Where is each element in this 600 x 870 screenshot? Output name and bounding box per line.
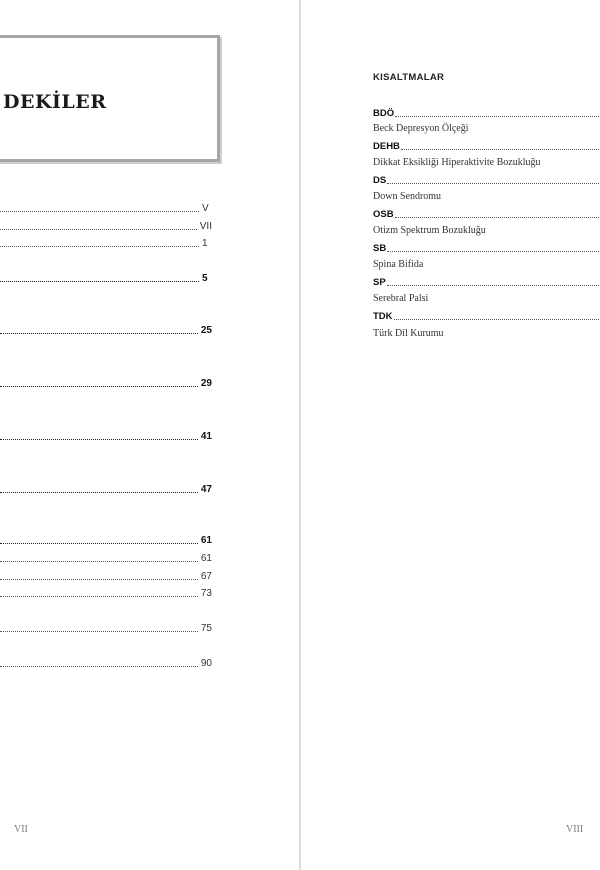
abbreviation-key: DEHB bbox=[373, 141, 600, 152]
toc-entry[interactable] bbox=[0, 202, 212, 214]
abbreviation-key: SB bbox=[373, 243, 600, 254]
abbreviation-meaning: Down Sendromu bbox=[373, 191, 442, 202]
dot-leader bbox=[401, 148, 600, 150]
abbreviation-meaning: Türk Dil Kurumu bbox=[373, 328, 444, 339]
dot-leader bbox=[0, 542, 198, 544]
toc-page-number: 67 bbox=[200, 571, 212, 582]
dot-leader bbox=[0, 438, 198, 440]
abbreviation-meaning: Serebral Palsi bbox=[373, 293, 429, 304]
toc-entry[interactable] bbox=[0, 237, 212, 249]
toc-page-number: 41 bbox=[200, 431, 212, 442]
dot-leader bbox=[0, 560, 198, 562]
toc-page-number: 5 bbox=[202, 273, 208, 284]
toc-entry[interactable] bbox=[0, 552, 212, 564]
abbreviation-meaning: Dikkat Eksikliği Hiperaktivite Bozukluğu bbox=[373, 157, 541, 168]
toc-entry[interactable] bbox=[0, 483, 212, 495]
toc-page-number: 73 bbox=[200, 588, 212, 599]
abbreviation-key: DS bbox=[373, 175, 600, 186]
page-number-left: VII bbox=[14, 824, 28, 835]
toc-title: DEKİLER bbox=[3, 91, 107, 113]
right-page bbox=[301, 0, 600, 870]
page-number-right: VIII bbox=[566, 824, 584, 835]
dot-leader bbox=[0, 491, 198, 493]
dot-leader bbox=[395, 216, 600, 218]
abbreviation-meaning: Beck Depresyon Ölçeği bbox=[373, 123, 469, 134]
dot-leader bbox=[0, 280, 199, 282]
dot-leader bbox=[387, 182, 600, 184]
toc-page-number: 29 bbox=[200, 378, 212, 389]
dot-leader bbox=[0, 228, 197, 230]
abbreviation-key: OSB bbox=[373, 209, 600, 220]
abbreviation-key: SP bbox=[373, 277, 600, 288]
toc-page-number: VII bbox=[199, 221, 212, 232]
toc-entry[interactable] bbox=[0, 534, 212, 546]
toc-entry[interactable] bbox=[0, 587, 212, 599]
toc-page-number: 90 bbox=[200, 658, 212, 669]
toc-entry[interactable] bbox=[0, 430, 212, 442]
toc-page-number: 47 bbox=[200, 484, 212, 495]
toc-page-number: 75 bbox=[200, 623, 212, 634]
dot-leader bbox=[387, 284, 600, 286]
dot-leader bbox=[0, 332, 198, 334]
toc-entry[interactable] bbox=[0, 272, 212, 284]
toc-page-number: 1 bbox=[202, 238, 208, 249]
abbreviation-meaning: Otizm Spektrum Bozukluğu bbox=[373, 225, 486, 236]
toc-entry[interactable] bbox=[0, 324, 212, 336]
toc-entry[interactable] bbox=[0, 220, 212, 232]
dot-leader bbox=[0, 665, 198, 667]
dot-leader bbox=[0, 210, 199, 212]
abbreviations-heading: KISALTMALAR bbox=[373, 72, 445, 83]
dot-leader bbox=[0, 245, 199, 247]
left-page bbox=[0, 0, 299, 870]
toc-title-box bbox=[0, 35, 220, 162]
abbreviation-meaning: Spina Bifida bbox=[373, 259, 424, 270]
dot-leader bbox=[0, 630, 198, 632]
toc-entry[interactable] bbox=[0, 570, 212, 582]
toc-page-number: 61 bbox=[200, 535, 212, 546]
toc-entry[interactable] bbox=[0, 657, 212, 669]
dot-leader bbox=[394, 318, 600, 320]
dot-leader bbox=[387, 250, 600, 252]
toc-entry[interactable] bbox=[0, 377, 212, 389]
dot-leader bbox=[395, 115, 600, 117]
abbreviation-key: BDÖ bbox=[373, 108, 600, 119]
dot-leader bbox=[0, 595, 198, 597]
abbreviation-key: TDK bbox=[373, 311, 600, 322]
toc-page-number: 25 bbox=[200, 325, 212, 336]
toc-entry[interactable] bbox=[0, 622, 212, 634]
toc-page-number: 61 bbox=[200, 553, 212, 564]
dot-leader bbox=[0, 385, 198, 387]
toc-page-number: V bbox=[202, 203, 209, 214]
dot-leader bbox=[0, 578, 198, 580]
